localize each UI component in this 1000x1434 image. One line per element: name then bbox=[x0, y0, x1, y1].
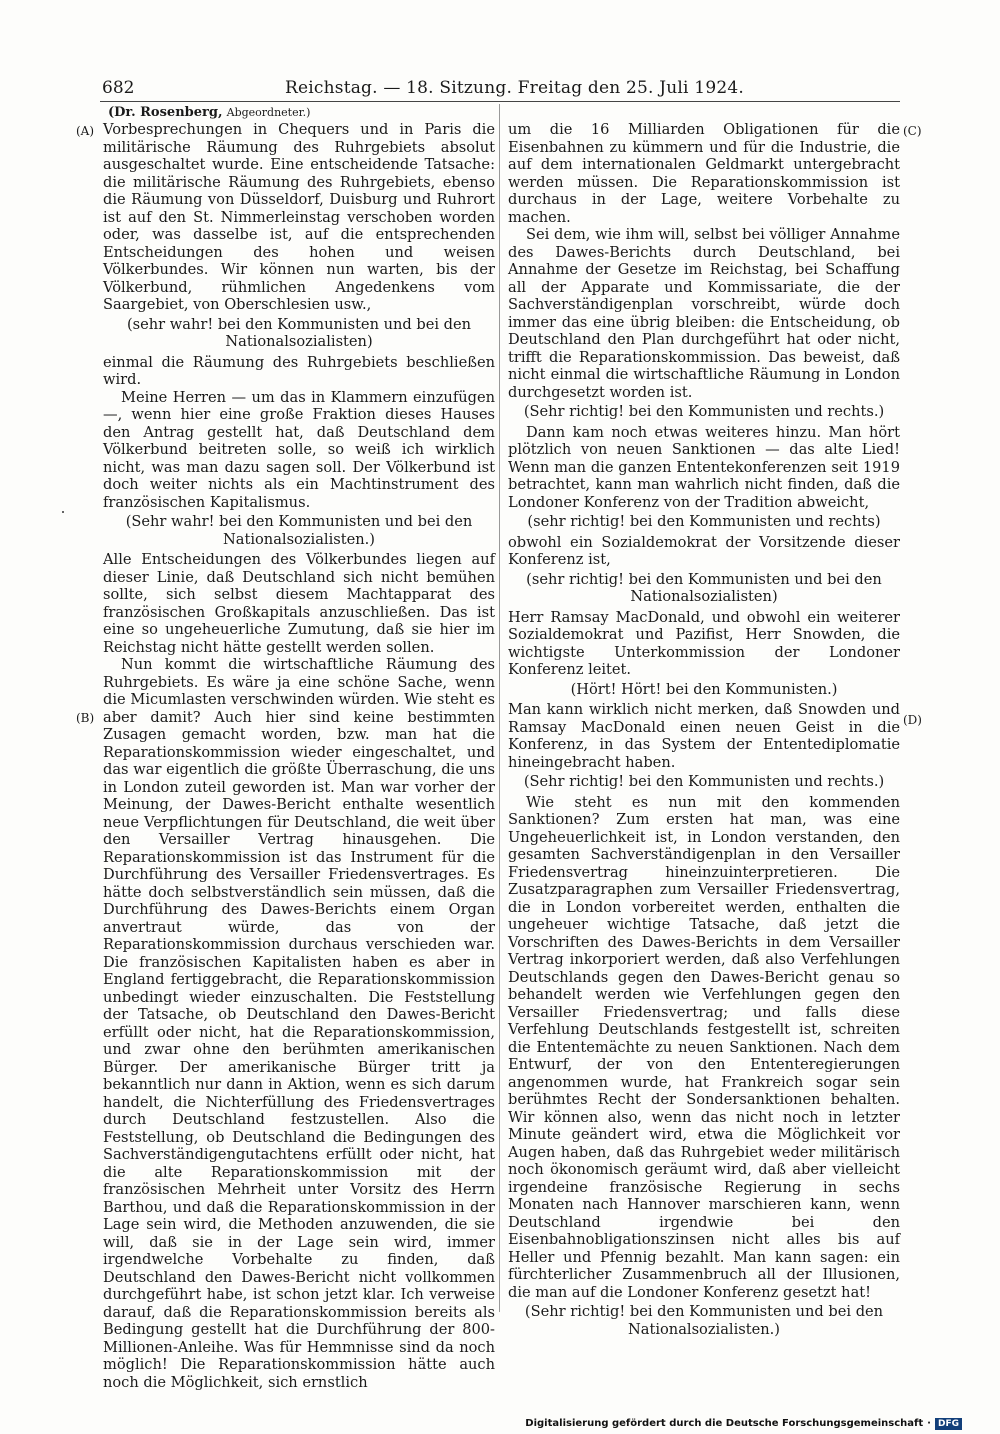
right-column bbox=[508, 121, 900, 1338]
interjection: (Sehr wahr! bei den Kommunisten und bei den Nationalsozialisten.) bbox=[125, 513, 473, 548]
footer-credit: Digitalisierung gefördert durch die Deutsche Forschungsgemeinschaft bbox=[525, 1418, 924, 1429]
paragraph: Man kann wirklich nicht merken, daß Snowden und Ramsay MacDonald einen neuen Geist in die Konferenz, in das System der Ententediplomatie hineingebracht haben. bbox=[508, 701, 900, 771]
margin-mark-d: (D) bbox=[903, 713, 922, 727]
interjection: (sehr richtig! bei den Kommunisten und rechts) bbox=[527, 513, 881, 530]
paragraph: Sei dem, wie ihm will, selbst bei völliger Annahme des Dawes-Berichts durch Deutschland, bei Annahme der Gesetze im Reichstag, bei Schaffung all der Apparate und Kommissariate, die der Sachverständigenplan vorschreibt, würde doch immer das eine übrig bleiben: die Entscheidung, ob Deutschland den Plan durchgeführt hat oder nicht, trifft die Reparationskommission. Das beweist, daß nicht einmal die wirtschaftliche Räumung in London durchgesetzt worden ist. bbox=[508, 226, 900, 401]
interjection: (sehr richtig! bei den Kommunisten und bei den Nationalsozialisten) bbox=[526, 570, 882, 605]
speaker-name: (Dr. Rosenberg, bbox=[108, 105, 223, 120]
paragraph: Vorbesprechungen in Chequers und in Paris die militärische Räumung des Ruhrgebiets absolut ausgeschaltet wurde. Eine entscheidende Tatsache: die militärische Räumung des Ruhrgebiets, ebenso die Räumung von Düsseldorf, Duisburg und Ruhrort ist auf den St. Nimmerleinstag verschoben worden oder, was dasselbe ist, auf die entsprechenden Entscheidungen des hohen und weisen Völkerbundes. Wir können nun warten, bis der Völkerbund, rühmlichen Angedenkens vom Saargebiet, von Oberschlesien usw., bbox=[103, 121, 495, 313]
paragraph: Wie steht es nun mit den kommenden Sanktionen? Zum ersten hat man, was eine Ungeheuerlichkeit ist, in London verstanden, den gesamten Sachverständigenplan in den Versailler Friedensvertrag hineinzuinterpretieren. Die Zusatzparagraphen zum Versailler Friedensvertrag, die in London vorbereitet werden, enthalten die ungeheuer wichtige Tatsache, daß jetzt die Vorschriften des Dawes-Berichts in dem Versailler Vertrag inkorporiert werden, daß also Verfehlungen Deutschlands gegen den Dawes-Bericht genau so behandelt werden wie Verfehlungen gegen den Versailler Friedensvertrag; und falls diese Verfehlung Deutschlands festgestellt ist, schreiten die Ententemächte zu neuen Sanktionen. Nach dem Entwurf, der von den Ententeregierungen angenommen wurde, hat Frankreich sogar sein berühmtes Recht der Sondersanktionen behalten. Wir können also, wenn das nicht noch in letzter Minute geändert wird, etwa die Möglichkeit vor Augen haben, daß das Ruhrgebiet weder militärisch noch ökonomisch geräumt wird, daß aber vielleicht irgendeine französische Regierung in sechs Monaten nach Hannover marschieren kann, wenn Deutschland irgendwie bei den Eisenbahnobligationszinsen nicht alles bis auf Heller und Pfennig bezahlt. Man kann sagen: ein fürchterlicher Zusammenbruch all der Illusionen, die man auf die Londoner Konferenz gesetzt hat! bbox=[508, 793, 900, 1301]
column-divider bbox=[499, 104, 500, 1312]
speaker-line bbox=[108, 104, 310, 122]
paragraph: Nun kommt die wirtschaftliche Räumung des Ruhrgebiets. Es wäre ja eine schöne Sache, wenn die Micumlasten verschwinden würden. Wie steht es aber damit? Auch hier sind keine bestimmten Zusagen gemacht worden, bzw. man hat die Reparationskommission wieder eingeschaltet, und das war eigentlich die größte Überraschung, die uns in London zuteil geworden ist. Man war vorher der Meinung, der Dawes-Bericht enthalte wesentlich neue Verpflichtungen für Deutschland, die weit über den Versailler Vertrag hinausgehen. Die Reparationskommission ist das Instrument für die Durchführung des Versailler Friedensvertrages. Es hätte doch selbstverständlich sein müssen, daß die Durchführung des Dawes-Berichts einem Organ anvertraut würde, das von der Reparationskommission durchaus verschieden war. Die französischen Kapitalisten haben es aber in England fertiggebracht, die Reparationskommission unbedingt wieder einzuschalten. Die Feststellung der Tatsache, ob Deutschland den Dawes-Bericht erfüllt oder nicht, hat die Reparationskommission, und zwar ohne den berühmten amerikanischen Bürger. Der amerikanische Bürger tritt ja bekanntlich nur dann in Aktion, wenn es sich darum handelt, die Nichterfüllung des Friedensvertrages durch Deutschland festzustellen. Also die Feststellung, ob Deutschland die Bedingungen des Sachverständigengutachtens erfüllt oder nicht, hat die alte Reparationskommission mit der französischen Mehrheit unter Vorsitz des Herrn Barthou, und daß die Reparationskommission in der Lage sein wird, die Methoden anzuwenden, die sie will, daß sie in der Lage sein wird, immer irgendwelche Vorbehalte zu finden, daß Deutschland den Dawes-Bericht nicht vollkommen durchgeführt habe, ist schon jetzt klar. Ich verweise darauf, daß die Reparationskommission bereits als Bedingung gestellt hat die Durchführung der 800-Millionen-Anleihe. Was für Hemmnisse sind da noch möglich! Die Reparationskommission hätte auch noch die Möglichkeit, sich ernstlich bbox=[103, 656, 495, 1391]
interjection: (Sehr richtig! bei den Kommunisten und rechts.) bbox=[523, 403, 885, 420]
header-rule bbox=[100, 101, 900, 102]
paragraph: Meine Herren — um das in Klammern einzufügen —, wenn hier eine große Fraktion dieses Hauses den Antrag gestellt hat, daß Deutschland dem Völkerbund beitreten solle, so weiß ich wirklich nicht, was man dazu sagen soll. Der Völkerbund ist doch weiter nichts als ein Machtinstrument des französischen Kapitalismus. bbox=[103, 388, 495, 511]
speaker-role: Abgeordneter.) bbox=[226, 106, 311, 119]
left-column bbox=[103, 121, 495, 1391]
running-title: Reichstag. — 18. Sitzung. Freitag den 25. Juli 1924. bbox=[285, 78, 744, 98]
interjection: (Sehr richtig! bei den Kommunisten und rechts.) bbox=[523, 773, 885, 790]
margin-mark-c: (C) bbox=[903, 124, 922, 138]
paragraph: Dann kam noch etwas weiteres hinzu. Man hört plötzlich von neuen Sanktionen — das alte Lied! Wenn man die ganzen Ententekonferenzen seit 1919 betrachtet, kann man wahrlich nicht finden, daß die Londoner Konferenz von der Tradition abweicht, bbox=[508, 423, 900, 511]
digitization-footer bbox=[525, 1417, 962, 1431]
footer-separator: · bbox=[927, 1418, 931, 1429]
interjection: (Hört! Hört! bei den Kommunisten.) bbox=[570, 680, 838, 698]
interjection: (Sehr richtig! bei den Kommunisten und bei den Nationalsozialisten.) bbox=[524, 1303, 884, 1338]
paragraph: Alle Entscheidungen des Völkerbundes liegen auf dieser Linie, daß Deutschland sich nicht bemühen sollte, sich selbst diesem Machtapparat des französischen Großkapitals anzuschließen. Das ist eine so ungeheuerliche Zumutung, daß sie hier im Reichstag nicht hätte gestellt werden sollen. bbox=[103, 551, 495, 656]
paragraph: obwohl ein Sozialdemokrat der Vorsitzende dieser Konferenz ist, bbox=[508, 533, 900, 568]
paragraph: Herr Ramsay MacDonald, und obwohl ein weiterer Sozialdemokrat und Pazifist, Herr Snowden, die wichtigste Unterkommission der Londoner Konferenz leitet. bbox=[508, 608, 900, 678]
interjection: (sehr wahr! bei den Kommunisten und bei den Nationalsozialisten) bbox=[126, 315, 472, 350]
page-number: 682 bbox=[102, 78, 135, 98]
margin-mark-b: (B) bbox=[76, 711, 95, 725]
scan-speck bbox=[62, 511, 64, 513]
paragraph: einmal die Räumung des Ruhrgebiets beschließen wird. bbox=[103, 353, 495, 388]
paragraph: um die 16 Milliarden Obligationen für die Eisenbahnen zu kümmern und für die Industrie, die auf dem internationalen Geldmarkt untergebracht werden müssen. Die Reparationskommission ist durchaus in der Lage, weitere Vorbehalte zu machen. bbox=[508, 121, 900, 226]
margin-mark-a: (A) bbox=[76, 124, 95, 138]
dfg-logo: DFG bbox=[935, 1418, 962, 1430]
page-header bbox=[100, 76, 900, 100]
